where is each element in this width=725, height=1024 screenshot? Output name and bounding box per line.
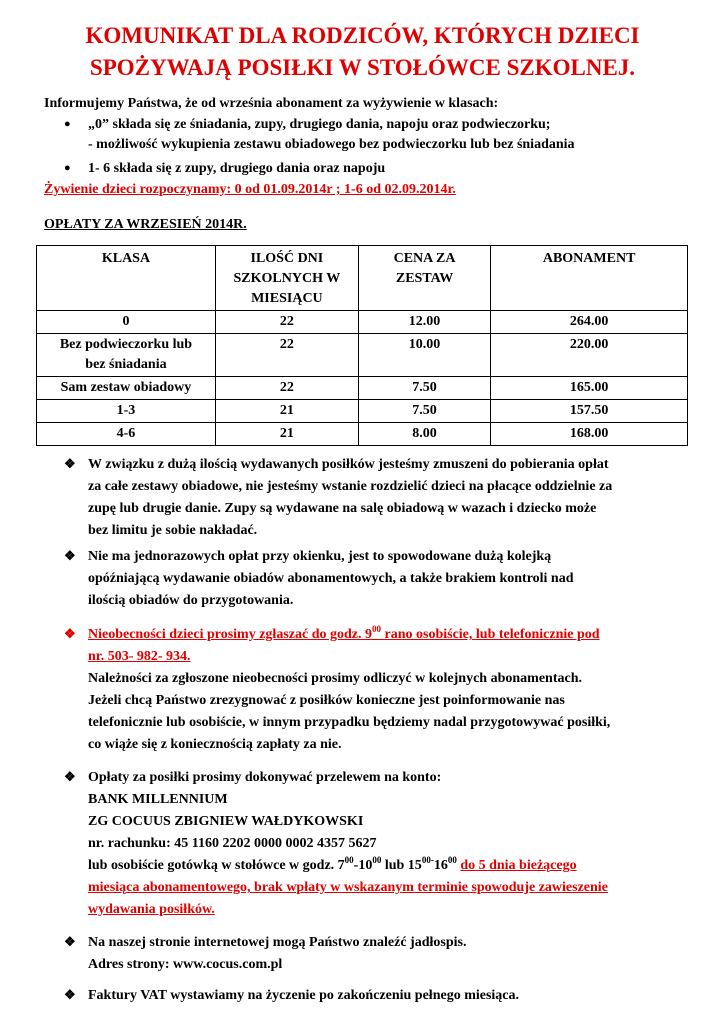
vat-invoice-info: Faktury VAT wystawiamy na życzenie po zakończeniu pełnego miesiąca. [88, 988, 520, 1003]
diamond-bullet-icon: ❖ [64, 548, 76, 563]
payment-deadline-line-2: miesiąca abonamentowego, brak wpłaty w wskazanym terminie spowoduje zawieszenie [88, 880, 608, 895]
note-1-line-1: W związku z dużą ilością wydawanych posiłków jesteśmy zmuszeni do pobierania opłat [88, 457, 609, 472]
cell-abonament: 165.00 [491, 377, 688, 400]
account-holder: ZG COCUUS ZBIGNIEW WAŁDYKOWSKI [88, 814, 364, 829]
cell-klasa: Bez podwieczorku lub bez śniadania [37, 334, 216, 377]
bullet-dot-icon: ● [64, 162, 71, 174]
table-row [37, 311, 688, 334]
diamond-bullet-icon: ❖ [64, 987, 76, 1002]
intro-text: Informujemy Państwa, że od września abonament za wyżywienie w klasach: [44, 96, 499, 111]
cell-abonament: 168.00 [491, 423, 688, 446]
cell-dni: 22 [215, 334, 358, 377]
table-header-row [37, 246, 688, 311]
start-notice: Żywienie dzieci rozpoczynamy: 0 od 01.09.2014r ; 1-6 od 02.09.2014r. [44, 182, 456, 197]
diamond-bullet-icon: ❖ [64, 456, 76, 471]
note-1-line-4: bez limitu je sobie nakładać. [88, 523, 258, 538]
note-3-line-3: Należności za zgłoszone nieobecności prosimy odliczyć w kolejnych abonamentach. [88, 671, 582, 686]
fees-heading: OPŁATY ZA WRZESIEŃ 2014R. [44, 217, 247, 232]
bullet-class-0: „0” składa się ze śniadania, zupy, drugiego dania, napoju oraz podwieczorku; [88, 117, 551, 132]
bullet-class-0-option: - możliwość wykupienia zestawu obiadowego bez podwieczorku lub bez śniadania [88, 137, 575, 152]
diamond-bullet-icon: ❖ [64, 626, 76, 641]
absence-phone: nr. 503- 982- 934. [88, 649, 191, 664]
cell-cena: 12.00 [358, 311, 490, 334]
diamond-bullet-icon: ❖ [64, 769, 76, 784]
bank-name: BANK MILLENNIUM [88, 792, 228, 807]
note-3-line-5: telefonicznie lub osobiście, w innym przypadku będziemy nadal przygotowywać posiłki, [88, 715, 611, 730]
note-2-line-3: ilością obiadów do przygotowania. [88, 593, 294, 608]
diamond-bullet-icon: ❖ [64, 934, 76, 949]
page-title [30, 20, 695, 84]
cell-cena: 10.00 [358, 334, 490, 377]
header-ilosc-dni: ILOŚĆ DNI SZKOLNYCH W MIESIĄCU [215, 246, 358, 311]
table-row [37, 377, 688, 400]
bullet-class-1-6: 1- 6 składa się z zupy, drugiego dania oraz napoju [88, 161, 386, 176]
account-number: nr. rachunku: 45 1160 2202 0000 0002 4357 5627 [88, 836, 377, 851]
cell-dni: 22 [215, 377, 358, 400]
website-address: Adres strony: www.cocus.com.pl [88, 957, 283, 972]
table-row [37, 423, 688, 446]
fees-table [36, 245, 688, 446]
payment-intro: Opłaty za posiłki prosimy dokonywać przelewem na konto: [88, 770, 442, 785]
table-row [37, 334, 688, 377]
cell-cena: 7.50 [358, 400, 490, 423]
cell-klasa: 4-6 [37, 423, 216, 446]
cell-dni: 21 [215, 423, 358, 446]
note-1-line-2: za całe zestawy obiadowe, nie jesteśmy wstanie rozdzielić dzieci na płacące oddzielnie za [88, 479, 613, 494]
cell-klasa: 0 [37, 311, 216, 334]
payment-deadline-line-3: wydawania posiłków. [88, 902, 215, 917]
note-2-line-1: Nie ma jednorazowych opłat przy okienku, jest to spowodowane dużą kolejką [88, 549, 552, 564]
note-1-line-3: zupę lub drugie danie. Zupy są wydawane na salę obiadową w wazach i dziecko może [88, 501, 597, 516]
bullet-dot-icon: ● [64, 118, 71, 130]
menu-info: Na naszej stronie internetowej mogą Państwo znaleźć jadłospis. [88, 935, 467, 950]
note-3-line-4: Jeżeli chcą Państwo zrezygnować z posiłków konieczne jest poinformowanie nas [88, 693, 565, 708]
header-cena: CENA ZA ZESTAW [358, 246, 490, 311]
table-row [37, 400, 688, 423]
cell-cena: 8.00 [358, 423, 490, 446]
cell-cena: 7.50 [358, 377, 490, 400]
title-line-2: SPOŻYWAJĄ POSIŁKI W STOŁÓWCE SZKOLNEJ. [89, 55, 636, 80]
cell-dni: 22 [215, 311, 358, 334]
cash-payment-line: lub osobiście gotówką w stołówce w godz. $7^{00}-10^{00}$ lub $15^{00-}16^{00}$ do 5 dnia bieżącego [88, 855, 577, 873]
header-klasa: KLASA [37, 246, 216, 311]
cell-klasa: Sam zestaw obiadowy [37, 377, 216, 400]
header-abonament: ABONAMENT [491, 246, 688, 311]
cell-dni: 21 [215, 400, 358, 423]
cell-abonament: 264.00 [491, 311, 688, 334]
title-line-1: KOMUNIKAT DLA RODZICÓW, KTÓRYCH DZIECI [85, 23, 640, 48]
cell-klasa: 1-3 [37, 400, 216, 423]
note-3-line-6: co wiąże się z koniecznością zapłaty za nie. [88, 737, 342, 752]
note-2-line-2: opóźniającą wydawanie obiadów abonamentowych, a także brakiem kontroli nad [88, 571, 574, 586]
payment-deadline: do 5 dnia bieżącego [460, 858, 577, 873]
absence-notice: Nieobecności dzieci prosimy zgłaszać do godz. $9^{00}$ rano osobiście, lub telefonicznie pod [88, 624, 600, 642]
cell-abonament: 157.50 [491, 400, 688, 423]
cell-abonament: 220.00 [491, 334, 688, 377]
